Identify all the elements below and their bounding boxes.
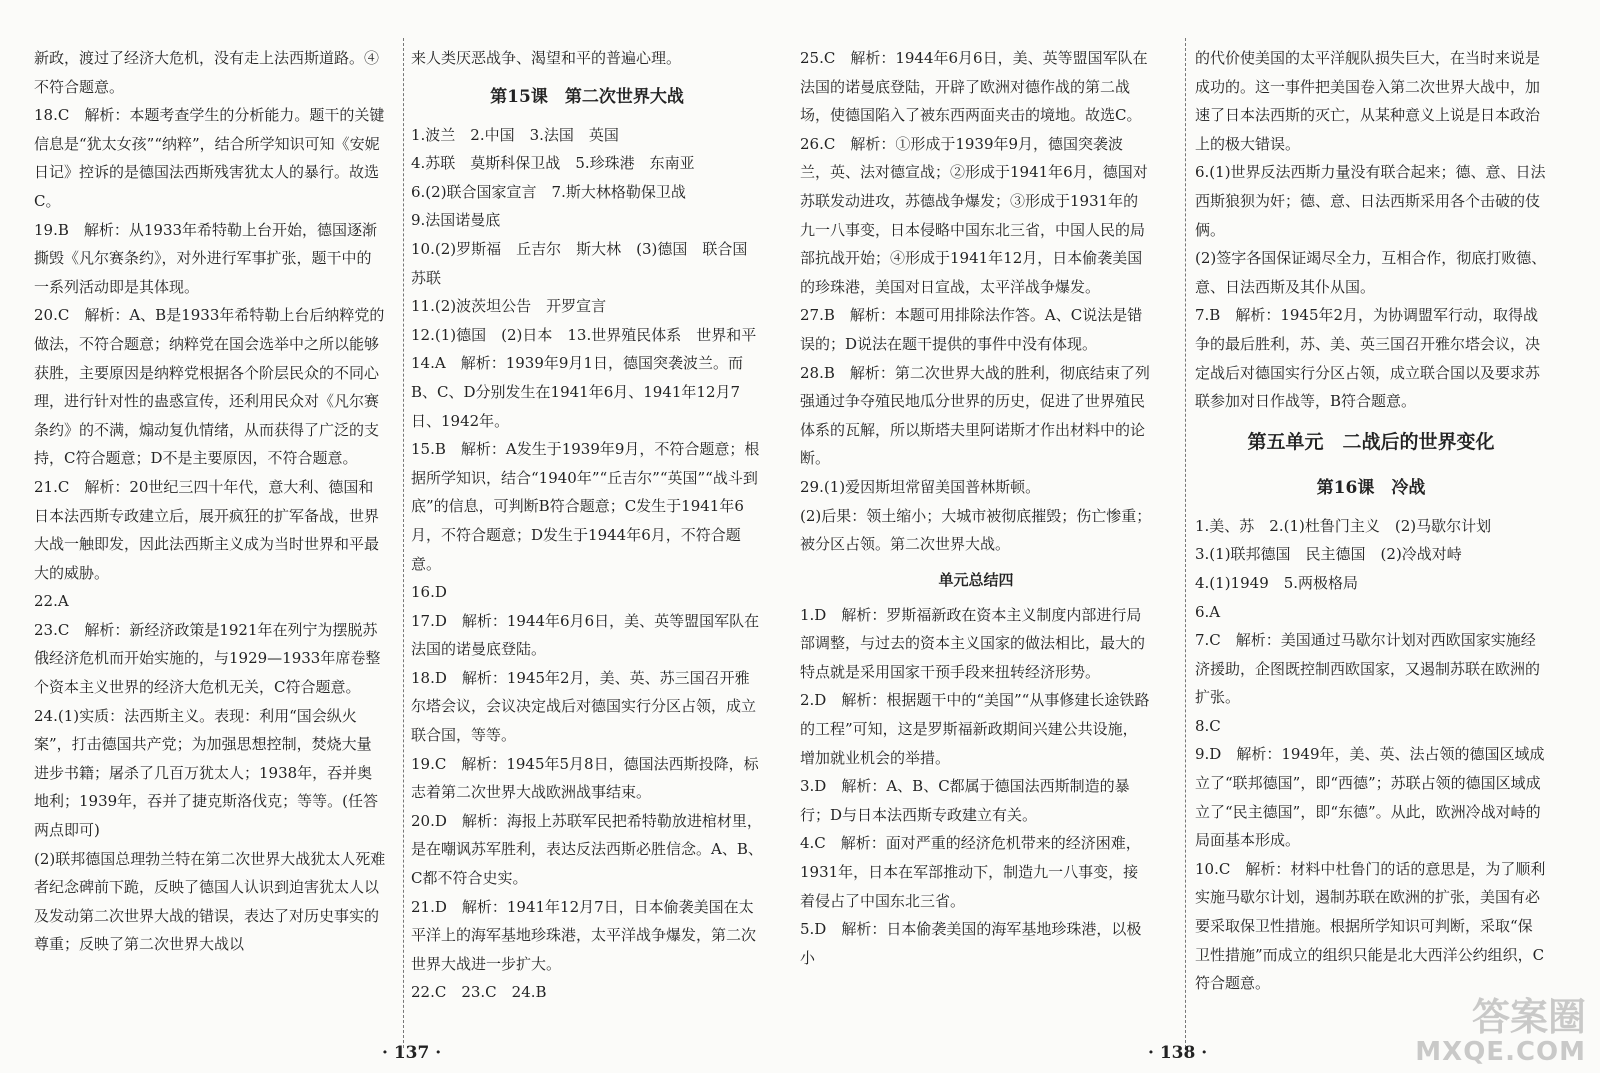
answer-item: 10.C 解析：材料中杜鲁门的话的意思是，为了顺利实施马歇尔计划，遏制苏联在欧洲的扩张，美国有必要采取保卫性措施。根据所学知识可判断，采取“保卫性措施”而成立的组织只能是北大西洋公约组织，C符合题意。 xyxy=(1195,859,1546,993)
answer-item: 24.(1)实质：法西斯主义。表现：利用“国会纵火案”，打击德国共产党；为加强思想控制，焚烧大量进步书籍；屠杀了几百万犹太人；1938年，吞并奥地利；1939年，吞并了捷克斯洛伐克；等等。(任答两点即可) xyxy=(34,706,379,840)
answer-item: 1.波兰 2.中国 3.法国 英国 xyxy=(411,125,619,144)
answer-item: 11.(2)波茨坦公告 开罗宣言 xyxy=(411,297,607,316)
answer-item: 6.(1)世界反法西斯力量没有联合起来；德、意、日法西斯狼狈为奸；德、意、日法西斯采用各个击破的伎俩。 xyxy=(1195,163,1546,239)
answer-item: 4.(1)1949 5.两极格局 xyxy=(1195,573,1359,592)
answer-item: 21.D 解析：1941年12月7日，日本偷袭美国在太平洋上的海军基地珍珠港，太平洋战争爆发，第二次世界大战进一步扩大。 xyxy=(411,897,757,973)
answer-item: 8.C xyxy=(1195,716,1221,735)
watermark-url: MXQE.COM xyxy=(1415,1037,1586,1067)
answer-item: 新政，渡过了经济大危机，没有走上法西斯道路。④不符合题意。 xyxy=(34,49,380,96)
answer-item: 7.B 解析：1945年2月，为协调盟军行动，取得战争的最后胜利，苏、美、英三国召开雅尔塔会议，决定战后对德国实行分区占领，成立联合国以及要求苏联参加对日作战等，B符合题意。 xyxy=(1195,306,1541,411)
page-number-left: · 137 · xyxy=(382,1043,442,1063)
answer-item: 16.D xyxy=(411,583,447,602)
lesson-15-title: 第15课 第二次世界大战 xyxy=(490,86,684,107)
column-divider-left xyxy=(403,38,404,1048)
answer-item: 10.(2)罗斯福 丘吉尔 斯大林 (3)德国 联合国 苏联 xyxy=(411,239,763,287)
column-3 xyxy=(800,44,1152,1044)
lesson-16-title: 第16课 冷战 xyxy=(1316,477,1426,498)
answer-item: 6.A xyxy=(1195,602,1221,621)
answer-item: (2)后果：领土缩小；大城市被彻底摧毁；伤亡惨重；被分区占领。第二次世界大战。 xyxy=(800,506,1152,554)
answer-item: 19.B 解析：从1933年希特勒上台开始，德国逐渐撕毁《凡尔赛条约》，对外进行军事扩张，题干中的一系列活动即是其体现。 xyxy=(34,220,378,296)
answer-item: 19.C 解析：1945年5月8日，德国法西斯投降，标志着第二次世界大战欧洲战事结束。 xyxy=(411,754,759,802)
unit-summary-title: 单元总结四 xyxy=(938,570,1014,589)
answer-item: 22.A xyxy=(34,592,69,611)
answer-item: 20.C 解析：A、B是1933年希特勒上台后纳粹党的做法，不符合题意；纳粹党在国会选举中之所以能够获胜，主要原因是纳粹党根据各个阶层民众的不同心理，进行针对性的蛊惑宣传，还利用民众对《凡尔赛条约》的不满，煽动复仇情绪，从而获得了广泛的支持，C符合题意；D不是主要原因，不符合题意。 xyxy=(34,306,385,468)
answer-item: 6.(2)联合国家宣言 7.斯大林格勒保卫战 xyxy=(411,182,686,201)
watermark-logo xyxy=(1415,997,1586,1067)
answer-item: 7.C 解析：美国通过马歇尔计划对西欧国家实施经济援助，企图既控制西欧国家，又遏制苏联在欧洲的扩张。 xyxy=(1195,631,1541,707)
answer-item: 20.D 解析：海报上苏联军民把希特勒放进棺材里，是在嘲讽苏军胜利，表达反法西斯必胜信念。A、B、C都不符合史实。 xyxy=(411,811,763,888)
watermark-text: 答案圈 xyxy=(1471,995,1586,1039)
answer-item: 22.C 23.C 24.B xyxy=(411,983,547,1002)
answer-item: 2.D 解析：根据题干中的“美国”“从事修建长途铁路的工程”可知，这是罗斯福新政期间兴建公共设施，增加就业机会的举措。 xyxy=(800,691,1150,767)
answer-item: (2)联邦德国总理勃兰特在第二次世界大战犹太人死难者纪念碑前下跪，反映了德国人认识到迫害犹太人以及发动第二次世界大战的错误，表达了对历史事实的尊重；反映了第二次世界大战以 xyxy=(34,849,386,954)
answer-item: 26.C 解析：①形成于1939年9月，德国突袭波兰，英、法对德宣战；②形成于1941年6月，德国对苏联发动进攻，苏德战争爆发；③形成于1931年的九一八事变，日本侵略中国东北三省，中国人民的局部抗战开始；④形成于1941年12月，日本偷袭美国的珍珠港，美国对日宣战，太平洋战争爆发。 xyxy=(800,134,1148,296)
answer-item: 25.C 解析：1944年6月6日，美、英等盟国军队在法国的诺曼底登陆，开辟了欧洲对德作战的第二战场，使德国陷入了被东西两面夹击的境地。故选C。 xyxy=(800,49,1148,125)
answer-item: 1.D 解析：罗斯福新政在资本主义制度内部进行局部调整，与过去的资本主义国家的做法相比，最大的特点就是采用国家干预手段来扭转经济形势。 xyxy=(800,605,1146,681)
answer-item: 来人类厌恶战争、渴望和平的普遍心理。 xyxy=(411,49,682,67)
answer-item: 21.C 解析：20世纪三四十年代，意大利、德国和日本法西斯专政建立后，展开疯狂的扩军备战，世界大战一触即发，因此法西斯主义成为当时世界和平最大的威胁。 xyxy=(34,477,380,582)
answer-item: 4.C 解析：面对严重的经济危机带来的经济困难，1931年，日本在军部推动下，制造九一八事变，接着侵占了中国东北三省。 xyxy=(800,834,1141,910)
column-divider-right xyxy=(1185,38,1186,1048)
column-2 xyxy=(411,44,763,1044)
unit-5-title: 第五单元 二战后的世界变化 xyxy=(1247,430,1495,453)
answer-item: 4.苏联 莫斯科保卫战 5.珍珠港 东南亚 xyxy=(411,154,695,173)
answer-item: 1.美、苏 2.(1)杜鲁门主义 (2)马歇尔计划 xyxy=(1195,516,1492,535)
answer-item: 29.(1)爱因斯坦常留美国普林斯顿。 xyxy=(800,477,1041,496)
answer-item: 15.B 解析：A发生于1939年9月，不符合题意；根据所学知识，结合“1940年”“丘吉尔”“英国”“战斗到底”的信息，可判断B符合题意；C发生于1941年6月，不符合题意；D发生于1944年6月，不符合题意。 xyxy=(411,440,760,573)
page-number-right: · 138 · xyxy=(1148,1043,1208,1063)
answer-item: 9.法国诺曼底 xyxy=(411,211,501,230)
answer-item: 5.D 解析：日本偷袭美国的海军基地珍珠港，以极小 xyxy=(800,920,1142,967)
answer-item: 9.D 解析：1949年，美、英、法占领的德国区域成立了“联邦德国”，即“西德”；苏联占领的德国区域成立了“民主德国”，即“东德”。从此，欧洲冷战对峙的局面基本形成。 xyxy=(1195,745,1545,850)
answer-item: 28.B 解析：第二次世界大战的胜利，彻底结束了列强通过争夺殖民地瓜分世界的历史，促进了世界殖民体系的瓦解，所以斯塔夫里阿诺斯才作出材料中的论断。 xyxy=(800,363,1150,468)
answer-item: 12.(1)德国 (2)日本 13.世界殖民体系 世界和平 xyxy=(411,325,757,344)
answer-item: 14.A 解析：1939年9月1日，德国突袭波兰。而B、C、D分别发生在1941年6月、1941年12月7日、1942年。 xyxy=(411,354,743,430)
answer-item: 17.D 解析：1944年6月6日，美、英等盟国军队在法国的诺曼底登陆。 xyxy=(411,611,760,659)
answer-item: 18.D 解析：1945年2月，美、英、苏三国召开雅尔塔会议，会议决定战后对德国实行分区占领，成立联合国，等等。 xyxy=(411,668,757,745)
answer-item: 23.C 解析：新经济政策是1921年在列宁为摆脱苏俄经济危机而开始实施的，与1929—1933年席卷整个资本主义世界的经济大危机无关，C符合题意。 xyxy=(34,620,381,697)
answer-item: 3.(1)联邦德国 民主德国 (2)冷战对峙 xyxy=(1195,545,1462,564)
answer-item: 的代价使美国的太平洋舰队损失巨大，在当时来说是成功的。这一事件把美国卷入第二次世界大战中，加速了日本法西斯的灭亡，从某种意义上说是日本政治上的极大错误。 xyxy=(1195,49,1541,153)
answer-item: 27.B 解析：本题可用排除法作答。A、C说法是错误的；D说法在题干提供的事件中没有体现。 xyxy=(800,306,1143,353)
answer-item: 18.C 解析：本题考查学生的分析能力。题干的关键信息是“犹太女孩”“纳粹”，结合所学知识可知《安妮日记》控诉的是德国法西斯残害犹太人的暴行。故选C。 xyxy=(34,106,385,210)
column-4 xyxy=(1195,44,1547,1044)
answer-item: (2)签字各国保证竭尽全力，互相合作，彻底打败德、意、日法西斯及其仆从国。 xyxy=(1195,249,1547,296)
answer-item: 3.D 解析：A、B、C都属于德国法西斯制造的暴行；D与日本法西斯专政建立有关。 xyxy=(800,777,1130,824)
column-1 xyxy=(34,44,386,1044)
